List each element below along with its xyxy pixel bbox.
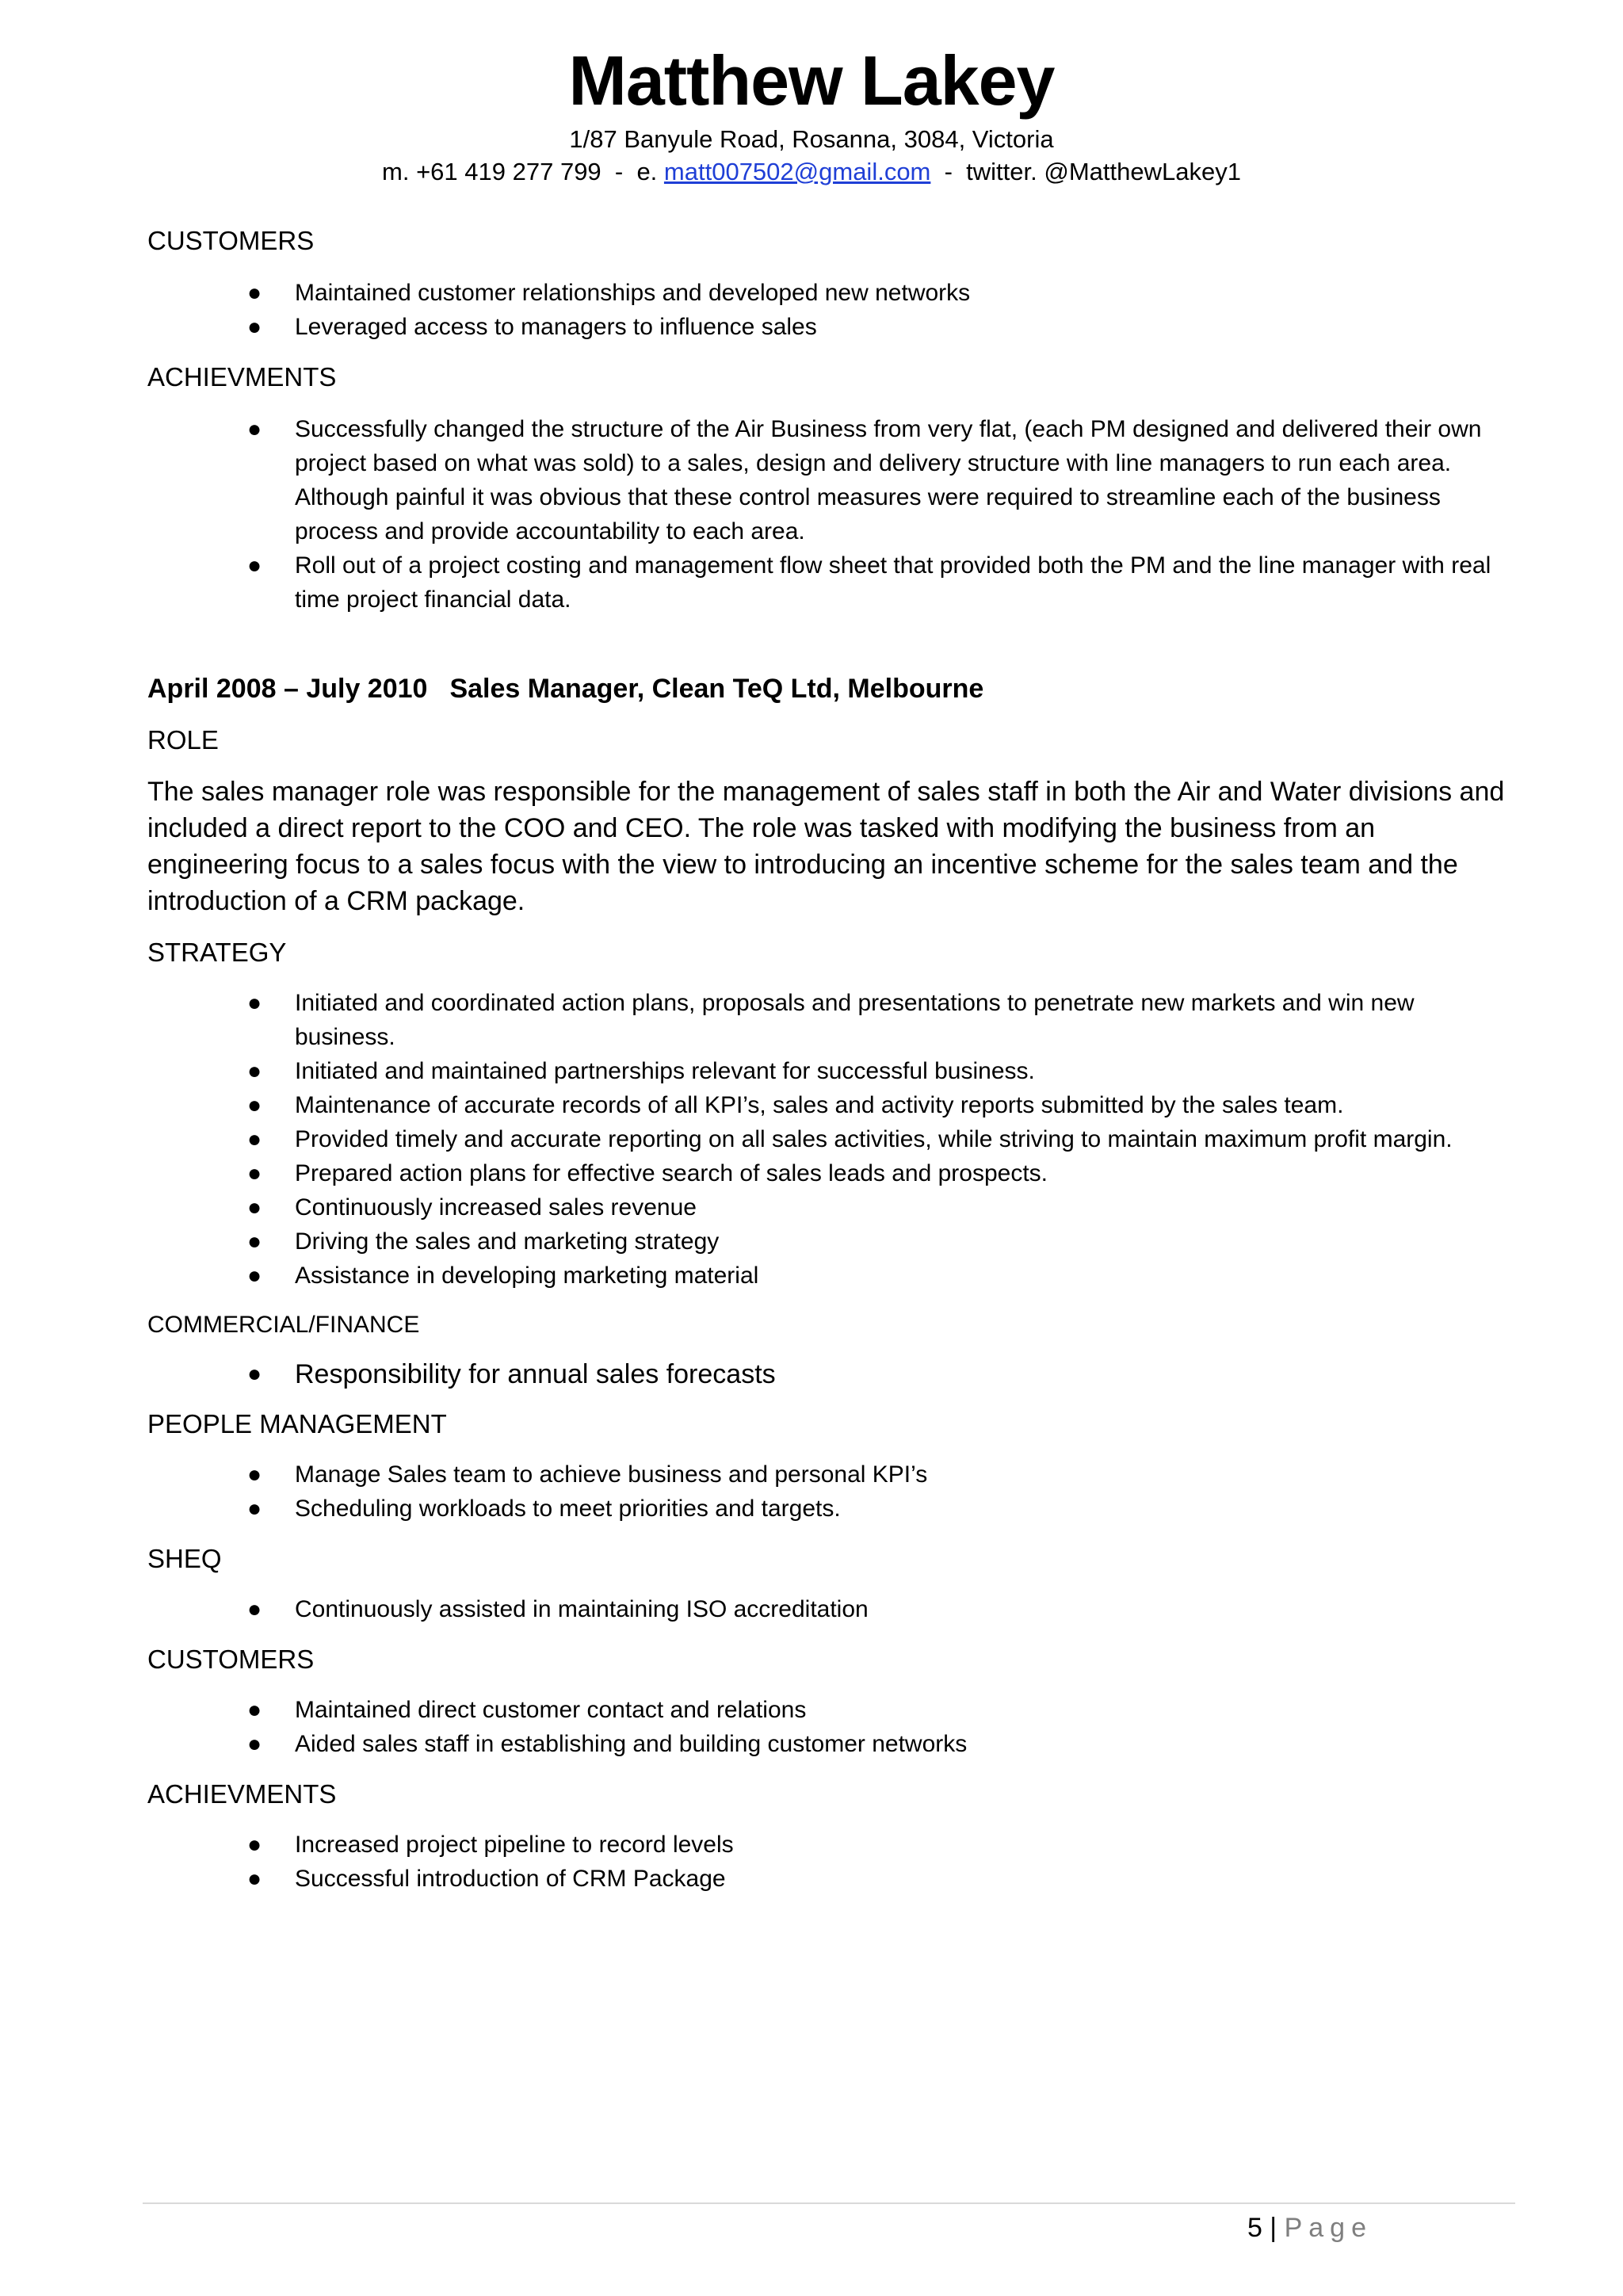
list-item: ● Successfully changed the structure of the Air Business from very flat, (each PM designed and delivered their own project based on what was sold) to a sales, design and delivery structure with line managers to run each area. Although painful it was obvious that these control measures were required to streamline each of the business process and provide accountability to each area. — [295, 412, 1510, 548]
bullet-icon: ● — [247, 1126, 262, 1152]
job-section — [147, 670, 1510, 1896]
strategy-list — [147, 986, 1510, 1293]
customers-list — [147, 1693, 1510, 1761]
prev-achievements-list — [147, 412, 1510, 617]
list-item: ● Continuously increased sales revenue — [295, 1190, 1510, 1224]
list-item: ● Continuously assisted in maintaining ISO accreditation — [295, 1592, 1510, 1626]
achievements-list — [147, 1828, 1510, 1896]
bullet-icon: ● — [247, 1228, 262, 1255]
commercial-list — [147, 1356, 1510, 1392]
address-line: 1/87 Banyule Road, Rosanna, 3084, Victoria — [569, 125, 1054, 153]
page-footer — [1247, 2210, 1373, 2246]
bullet-icon: ● — [247, 552, 262, 579]
resume-header — [0, 41, 1623, 189]
list-item: ● Assistance in developing marketing material — [295, 1259, 1510, 1293]
email-link[interactable]: matt007502@gmail.com — [663, 158, 931, 185]
list-item: ● Maintained direct customer contact and relations — [295, 1693, 1510, 1727]
job-title-line — [147, 670, 1510, 707]
section-heading-customers: CUSTOMERS — [147, 226, 315, 255]
bullet-icon: ● — [247, 1361, 262, 1387]
bullet-icon: ● — [247, 1832, 262, 1858]
bullet-icon: ● — [247, 1194, 262, 1221]
bullet-icon: ● — [247, 1697, 262, 1723]
bullet-icon: ● — [247, 1866, 262, 1892]
list-item: ● Scheduling workloads to meet priorities and targets. — [295, 1492, 1510, 1526]
prev-job-section — [147, 223, 1510, 617]
list-item: ● Leveraged access to managers to influence sales — [295, 310, 1510, 344]
list-item: ● Driving the sales and marketing strategy — [295, 1224, 1510, 1259]
bullet-icon: ● — [247, 1461, 262, 1488]
section-heading-achievements: ACHIEVMENTS — [147, 362, 337, 392]
section-heading-role: ROLE — [147, 725, 219, 755]
bullet-icon: ● — [247, 1496, 262, 1522]
list-item: ● Initiated and coordinated action plans, proposals and presentations to penetrate new markets and win new business. — [295, 986, 1510, 1054]
bullet-icon: ● — [247, 1731, 262, 1757]
list-item: ● Increased project pipeline to record levels — [295, 1828, 1510, 1862]
list-item: ● Initiated and maintained partnerships relevant for successful business. — [295, 1054, 1510, 1088]
section-heading-commercial: COMMERCIAL/FINANCE — [147, 1312, 420, 1338]
twitter-text: - twitter. @MatthewLakey1 — [930, 158, 1241, 185]
contact-line — [0, 155, 1623, 189]
bullet-icon: ● — [247, 1058, 262, 1084]
bullet-icon: ● — [247, 280, 262, 306]
people-list — [147, 1457, 1510, 1526]
bullet-icon: ● — [247, 1596, 262, 1622]
list-item: ● Responsibility for annual sales forecasts — [295, 1356, 1510, 1392]
list-item: ● Manage Sales team to achieve business and personal KPI’s — [295, 1457, 1510, 1492]
section-heading-people: PEOPLE MANAGEMENT — [147, 1409, 447, 1438]
job-dates: April 2008 – July 2010 — [147, 674, 428, 704]
bullet-icon: ● — [247, 1160, 262, 1186]
page-label: Page — [1284, 2213, 1373, 2243]
bullet-icon: ● — [247, 416, 262, 442]
list-item: ● Roll out of a project costing and management flow sheet that provided both the PM and the line manager with real time project financial data. — [295, 548, 1510, 617]
prev-customers-list — [147, 276, 1510, 344]
list-item: ● Prepared action plans for effective search of sales leads and prospects. — [295, 1156, 1510, 1190]
footer-divider — [143, 2202, 1515, 2204]
list-item: ● Aided sales staff in establishing and building customer networks — [295, 1727, 1510, 1761]
section-heading-sheq: SHEQ — [147, 1544, 222, 1573]
section-heading-strategy: STRATEGY — [147, 938, 287, 967]
role-description: The sales manager role was responsible for the management of sales staff in both the Air and Water divisions and included a direct report to the COO and CEO. The role was tasked with modifying the business from an engineering focus to a sales focus with the view to introducing an incentive scheme for the sales team and the introduction of a CRM package. — [147, 777, 1505, 916]
list-item: ● Provided timely and accurate reporting on all sales activities, while striving to maintain maximum profit margin. — [295, 1122, 1510, 1156]
candidate-name: Matthew Lakey — [568, 41, 1055, 120]
phone-text: m. +61 419 277 799 - e. — [382, 158, 664, 185]
list-item: ● Successful introduction of CRM Package — [295, 1862, 1510, 1896]
sheq-list — [147, 1592, 1510, 1626]
list-item: ● Maintenance of accurate records of all KPI’s, sales and activity reports submitted by the sales team. — [295, 1088, 1510, 1122]
list-item: ● Maintained customer relationships and developed new networks — [295, 276, 1510, 310]
bullet-icon: ● — [247, 314, 262, 340]
bullet-icon: ● — [247, 1263, 262, 1289]
page-separator: | — [1262, 2213, 1285, 2243]
page-number: 5 — [1247, 2213, 1262, 2243]
bullet-icon: ● — [247, 1092, 262, 1118]
bullet-icon: ● — [247, 990, 262, 1016]
job-title: Sales Manager, Clean TeQ Ltd, Melbourne — [449, 674, 984, 704]
section-heading-achievements: ACHIEVMENTS — [147, 1779, 337, 1809]
section-heading-customers: CUSTOMERS — [147, 1645, 315, 1674]
